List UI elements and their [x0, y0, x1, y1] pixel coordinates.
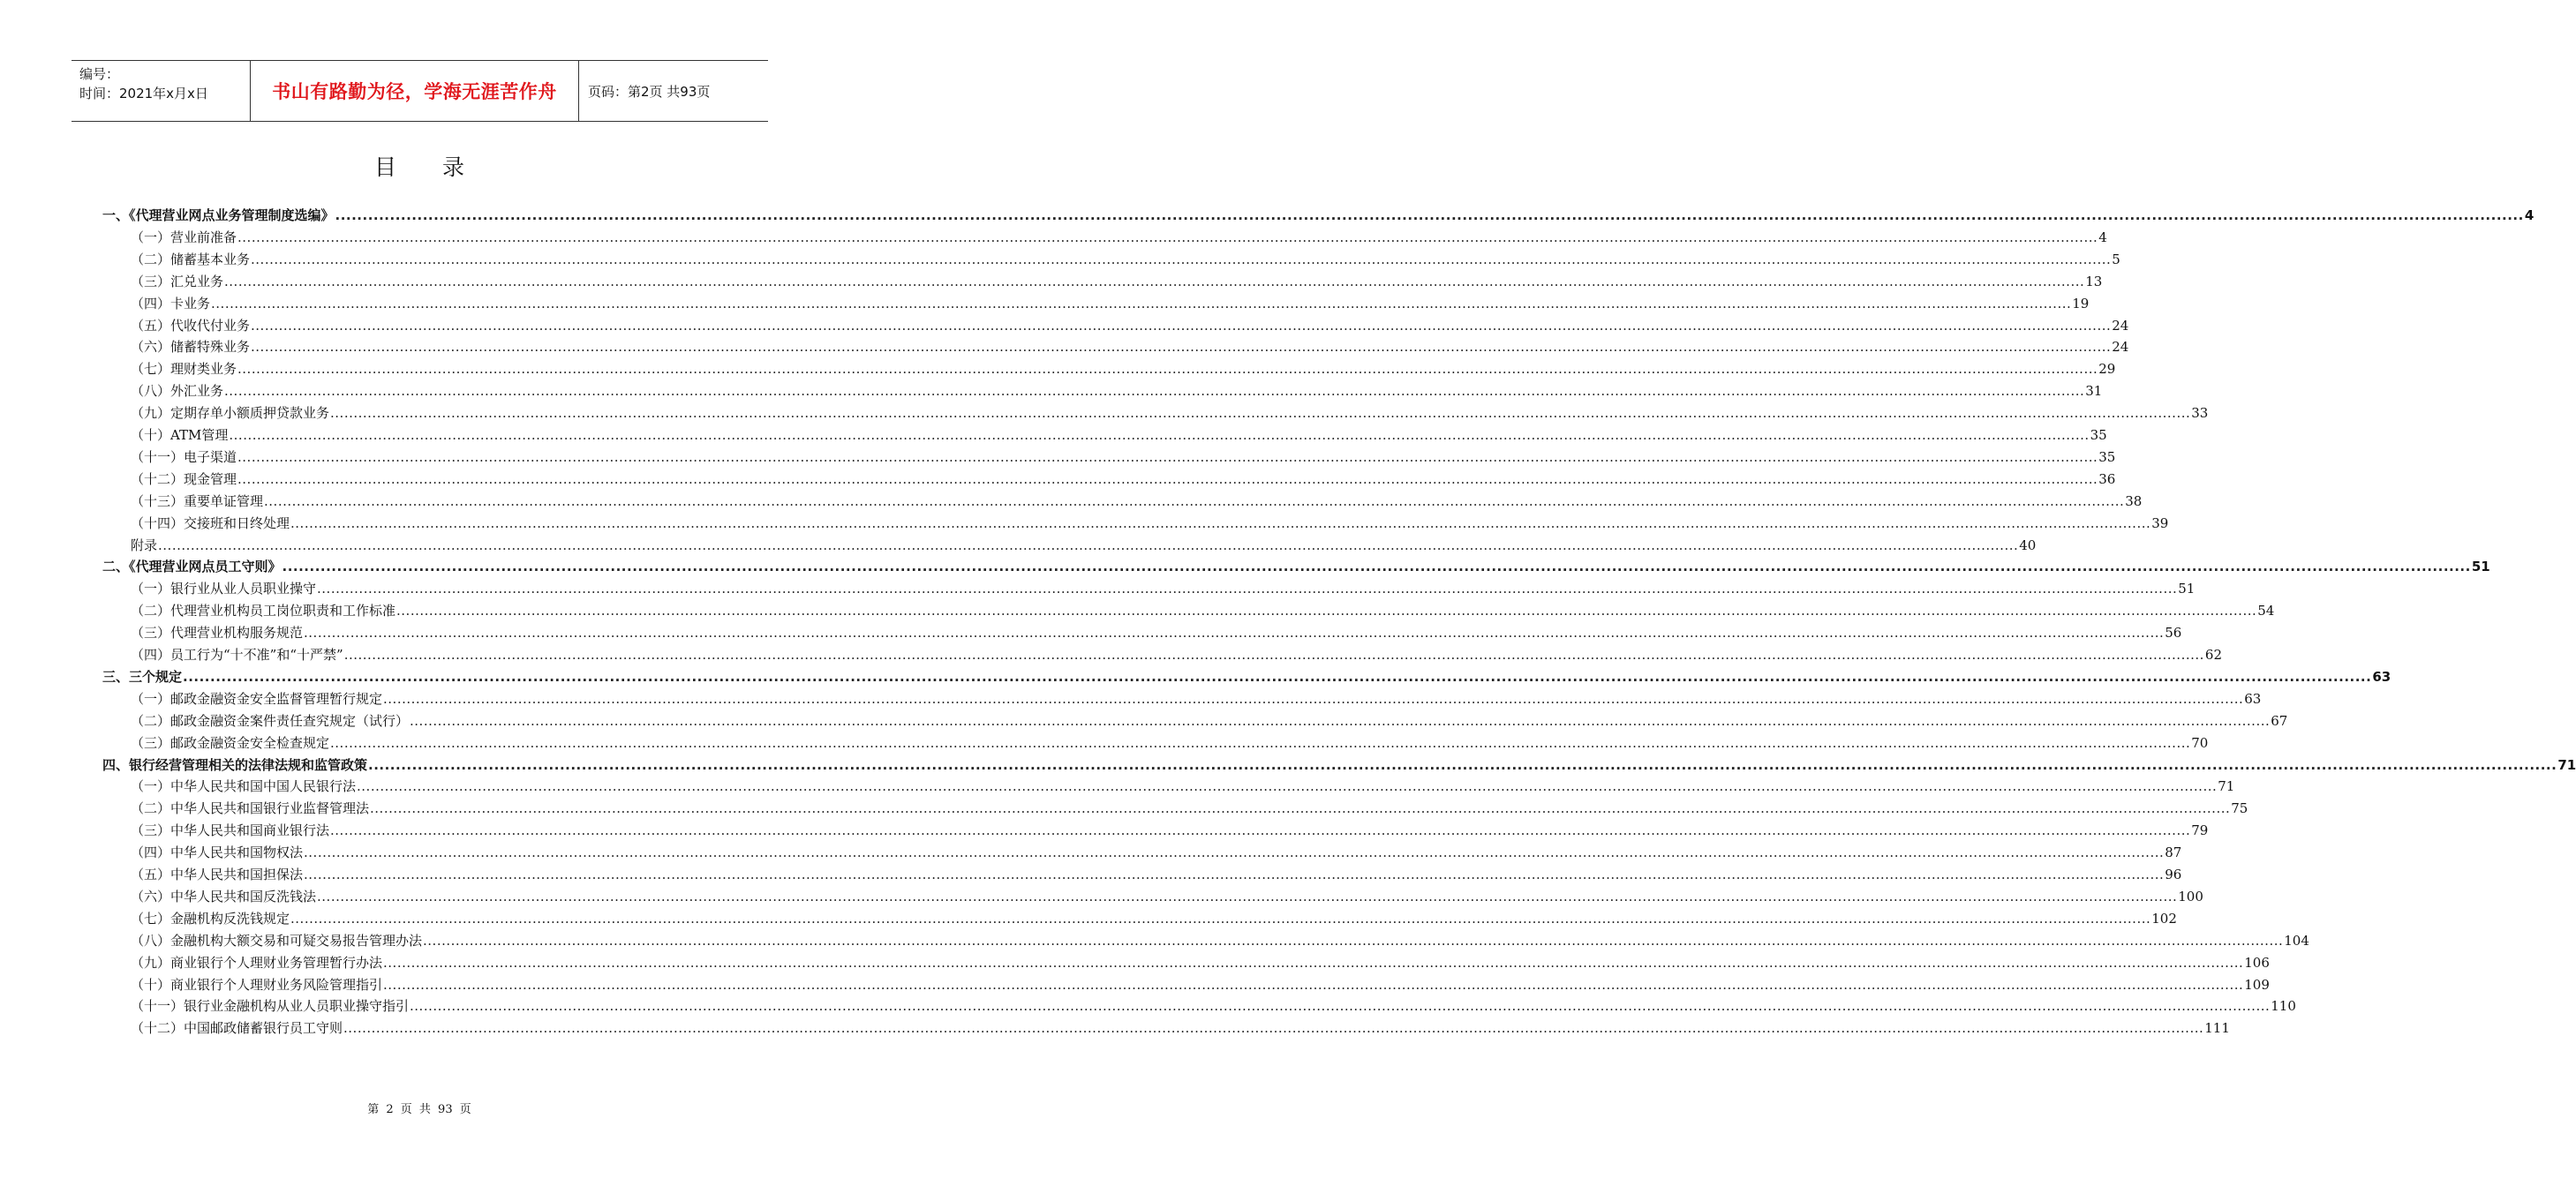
- toc-entry-label: （二）代理营业机构员工岗位职责和工作标准: [131, 603, 396, 619]
- toc-leader-dots: ................................................................................................................................................................................................................................................................................................................................................................................................................: [290, 514, 2151, 531]
- toc-entry-page: 24: [2112, 339, 2129, 356]
- toc-entry-page: 110: [2271, 998, 2296, 1015]
- toc-entry-page: 70: [2191, 734, 2209, 751]
- toc-entry-page: 4: [2098, 229, 2107, 245]
- toc-leader-dots: ................................................................................................................................................................................................................................................................................................................................................................................................................: [183, 668, 2372, 685]
- toc-entry-label: （十三）重要单证管理: [131, 492, 264, 509]
- toc-entry-label: （四）中华人民共和国物权法: [131, 844, 304, 861]
- toc-entry-page: 24: [2112, 317, 2129, 334]
- toc-entry-page: 79: [2191, 822, 2209, 839]
- toc-leader-dots: ................................................................................................................................................................................................................................................................................................................................................................................................................: [410, 998, 2271, 1015]
- toc-entry-page: 56: [2165, 625, 2182, 642]
- toc-entry-page: 71: [2557, 756, 2576, 773]
- toc-entry-label: 一、《代理营业网点业务管理制度选编》: [102, 207, 335, 223]
- toc-entry[interactable]: [131, 623, 2182, 642]
- toc-entry-label: （一）银行业从业人员职业操守: [131, 581, 317, 597]
- toc-entry-page: 33: [2191, 405, 2209, 422]
- toc-section-entry[interactable]: [102, 557, 2490, 576]
- toc-leader-dots: ................................................................................................................................................................................................................................................................................................................................................................................................................: [370, 800, 2231, 817]
- toc-leader-dots: ................................................................................................................................................................................................................................................................................................................................................................................................................: [251, 317, 2112, 334]
- toc-entry-label: 三、三个规定: [102, 668, 183, 685]
- toc-entry-label: （十一）电子渠道: [131, 448, 237, 465]
- toc-entry-page: 39: [2151, 514, 2169, 531]
- toc-entry-label: 二、《代理营业网点员工守则》: [102, 559, 282, 575]
- toc-entry-label: （七）理财类业务: [131, 361, 237, 378]
- toc-entry-label: （八）外汇业务: [131, 383, 224, 400]
- header-page-info: 页码：第2页 共93页: [588, 83, 711, 100]
- toc-entry-label: （八）金融机构大额交易和可疑交易报告管理办法: [131, 932, 423, 949]
- toc-entry[interactable]: [131, 733, 2209, 753]
- toc-entry-label: （六）中华人民共和国反洗钱法: [131, 888, 317, 905]
- toc-leader-dots: ................................................................................................................................................................................................................................................................................................................................................................................................................: [317, 888, 2178, 905]
- toc-entry-page: 54: [2257, 603, 2275, 619]
- toc-entry[interactable]: [131, 469, 2116, 489]
- toc-entry-page: 96: [2165, 867, 2182, 882]
- toc-entry-label: （三）中华人民共和国商业银行法: [131, 822, 330, 839]
- toc-leader-dots: ................................................................................................................................................................................................................................................................................................................................................................................................................: [383, 976, 2244, 993]
- toc-entry-label: （十）商业银行个人理财业务风险管理指引: [131, 976, 383, 993]
- header-motto: 书山有路勤为径，学海无涯苦作舟: [250, 61, 579, 121]
- toc-leader-dots: ................................................................................................................................................................................................................................................................................................................................................................................................................: [357, 778, 2218, 795]
- toc-leader-dots: ................................................................................................................................................................................................................................................................................................................................................................................................................: [410, 712, 2271, 729]
- header-meta: [72, 61, 250, 121]
- toc-entry[interactable]: [131, 865, 2182, 884]
- toc-entry-page: 109: [2244, 976, 2270, 993]
- toc-entry[interactable]: [131, 447, 2116, 467]
- toc-entry-page: 106: [2244, 954, 2270, 971]
- toc-entry-page: 31: [2085, 383, 2103, 400]
- toc-entry[interactable]: [131, 843, 2182, 862]
- toc-leader-dots: ................................................................................................................................................................................................................................................................................................................................................................................................................: [290, 910, 2151, 927]
- toc-leader-dots: ................................................................................................................................................................................................................................................................................................................................................................................................................: [423, 932, 2284, 949]
- toc-leader-dots: ................................................................................................................................................................................................................................................................................................................................................................................................................: [335, 207, 2524, 223]
- toc-leader-dots: ................................................................................................................................................................................................................................................................................................................................................................................................................: [304, 844, 2165, 861]
- toc-entry-page: 51: [2178, 581, 2196, 597]
- toc-entry-page: 13: [2085, 273, 2103, 289]
- toc-entry-label: （三）汇兑业务: [131, 273, 224, 289]
- toc-entry-page: 67: [2271, 712, 2288, 729]
- toc-entry-label: （四）员工行为“十不准”和“十严禁”: [131, 647, 343, 663]
- toc-section-entry[interactable]: [102, 667, 2391, 687]
- toc-entry-page: 35: [2098, 448, 2116, 465]
- toc-entry[interactable]: [131, 272, 2103, 291]
- toc-leader-dots: ................................................................................................................................................................................................................................................................................................................................................................................................................: [304, 867, 2165, 882]
- toc-entry[interactable]: [131, 250, 2120, 269]
- toc-entry-page: 111: [2204, 1020, 2230, 1037]
- toc-leader-dots: ................................................................................................................................................................................................................................................................................................................................................................................................................: [383, 690, 2244, 707]
- toc-leader-dots: ................................................................................................................................................................................................................................................................................................................................................................................................................: [211, 295, 2072, 312]
- toc-leader-dots: ................................................................................................................................................................................................................................................................................................................................................................................................................: [383, 954, 2244, 971]
- toc-entry-page: 62: [2204, 647, 2223, 663]
- toc-leader-dots: ................................................................................................................................................................................................................................................................................................................................................................................................................: [396, 603, 2257, 619]
- page-footer: 第 2 页 共 93 页: [367, 1103, 471, 1116]
- toc-title: 目 录: [374, 154, 484, 180]
- toc-leader-dots: ................................................................................................................................................................................................................................................................................................................................................................................................................: [224, 273, 2085, 289]
- toc-entry[interactable]: [131, 996, 2296, 1016]
- toc-entry-label: 四、银行经营管理相关的法律法规和监管政策: [102, 756, 368, 773]
- toc-entry[interactable]: [131, 821, 2209, 840]
- toc-entry[interactable]: [131, 711, 2288, 731]
- toc-entry[interactable]: [131, 579, 2196, 598]
- toc-entry[interactable]: [131, 536, 2037, 555]
- toc-entry[interactable]: [131, 887, 2203, 906]
- toc-entry-label: （十四）交接班和日终处理: [131, 514, 290, 531]
- toc-leader-dots: ................................................................................................................................................................................................................................................................................................................................................................................................................: [343, 647, 2204, 663]
- toc-entry[interactable]: [131, 689, 2262, 709]
- toc-leader-dots: ................................................................................................................................................................................................................................................................................................................................................................................................................: [237, 361, 2098, 378]
- toc-leader-dots: ................................................................................................................................................................................................................................................................................................................................................................................................................: [368, 756, 2557, 773]
- toc-entry[interactable]: [131, 337, 2129, 357]
- header-date: 时间：2021年x月x日: [79, 86, 208, 101]
- toc-entry-page: 63: [2244, 690, 2262, 707]
- toc-entry-label: （三）邮政金融资金安全检查规定: [131, 734, 330, 751]
- toc-leader-dots: ................................................................................................................................................................................................................................................................................................................................................................................................................: [330, 822, 2191, 839]
- toc-entry-label: （九）定期存单小额质押贷款业务: [131, 405, 330, 422]
- toc-leader-dots: ................................................................................................................................................................................................................................................................................................................................................................................................................: [237, 470, 2098, 487]
- toc-entry[interactable]: [131, 228, 2107, 247]
- toc-entry-page: 71: [2218, 778, 2235, 795]
- toc-entry-label: （九）商业银行个人理财业务管理暂行办法: [131, 954, 383, 971]
- toc-leader-dots: ................................................................................................................................................................................................................................................................................................................................................................................................................: [264, 492, 2125, 509]
- toc-leader-dots: ................................................................................................................................................................................................................................................................................................................................................................................................................: [237, 229, 2098, 245]
- toc-entry-label: （二）储蓄基本业务: [131, 251, 251, 267]
- toc-entry-label: （十二）现金管理: [131, 470, 237, 487]
- toc-entry-label: （一）邮政金融资金安全监督管理暂行规定: [131, 690, 383, 707]
- toc-entry-label: （十一）银行业金融机构从业人员职业操守指引: [131, 998, 410, 1015]
- toc-section-entry[interactable]: [102, 755, 2576, 775]
- toc-leader-dots: ................................................................................................................................................................................................................................................................................................................................................................................................................: [330, 734, 2191, 751]
- toc-entry-page: 104: [2284, 932, 2309, 949]
- toc-entry-page: 63: [2372, 668, 2391, 685]
- toc-entry-page: 75: [2231, 800, 2248, 817]
- toc-entry-label: （三）代理营业机构服务规范: [131, 625, 304, 642]
- toc-entry[interactable]: [131, 316, 2129, 335]
- toc-leader-dots: ................................................................................................................................................................................................................................................................................................................................................................................................................: [282, 559, 2471, 575]
- toc-leader-dots: ................................................................................................................................................................................................................................................................................................................................................................................................................: [224, 383, 2085, 400]
- toc-leader-dots: ................................................................................................................................................................................................................................................................................................................................................................................................................: [304, 625, 2165, 642]
- toc-entry-label: （五）代收代付业务: [131, 317, 251, 334]
- toc-entry-page: 38: [2125, 492, 2143, 509]
- toc-entry[interactable]: [131, 931, 2309, 950]
- toc-entry[interactable]: [131, 799, 2248, 818]
- toc-leader-dots: ................................................................................................................................................................................................................................................................................................................................................................................................................: [158, 537, 2019, 553]
- toc-entry-page: 29: [2098, 361, 2116, 378]
- toc-entry[interactable]: [131, 1018, 2230, 1038]
- toc-leader-dots: ................................................................................................................................................................................................................................................................................................................................................................................................................: [343, 1020, 2204, 1037]
- toc-entry-label: （一）营业前准备: [131, 229, 237, 245]
- toc-entry[interactable]: [131, 381, 2103, 401]
- toc-entry-label: （六）储蓄特殊业务: [131, 339, 251, 356]
- page-header: [72, 60, 768, 122]
- toc-entry[interactable]: [131, 601, 2275, 620]
- toc-entry[interactable]: [131, 492, 2143, 511]
- toc-leader-dots: ................................................................................................................................................................................................................................................................................................................................................................................................................: [229, 427, 2090, 443]
- toc-entry-page: 19: [2072, 295, 2090, 312]
- toc-entry-label: 附录: [131, 537, 158, 553]
- toc-entry-label: （十二）中国邮政储蓄银行员工守则: [131, 1020, 343, 1037]
- toc-entry-page: 35: [2090, 427, 2107, 443]
- toc-entry-label: （二）中华人民共和国银行业监督管理法: [131, 800, 370, 817]
- toc-entry-label: （二）邮政金融资金案件责任查究规定（试行）: [131, 712, 410, 729]
- toc-section-entry[interactable]: [102, 206, 2535, 225]
- toc-leader-dots: ................................................................................................................................................................................................................................................................................................................................................................................................................: [251, 251, 2112, 267]
- toc-entry[interactable]: [131, 403, 2209, 423]
- toc-entry[interactable]: [131, 909, 2177, 928]
- toc-leader-dots: ................................................................................................................................................................................................................................................................................................................................................................................................................: [251, 339, 2112, 356]
- toc-entry-page: 87: [2165, 844, 2182, 861]
- toc-entry-page: 5: [2112, 251, 2120, 267]
- toc-entry-label: （十）ATM管理: [131, 427, 229, 443]
- toc-entry[interactable]: [131, 425, 2107, 445]
- toc-entry-label: （五）中华人民共和国担保法: [131, 867, 304, 882]
- header-number-label: 编号：: [79, 66, 120, 82]
- toc-entry-page: 51: [2471, 559, 2490, 575]
- toc-entry-page: 36: [2098, 470, 2116, 487]
- toc-entry-page: 4: [2524, 207, 2535, 223]
- toc-entry-label: （七）金融机构反洗钱规定: [131, 910, 290, 927]
- toc-entry[interactable]: [131, 953, 2270, 972]
- toc-entry[interactable]: [131, 294, 2090, 313]
- toc-entry[interactable]: [131, 975, 2270, 995]
- toc-entry[interactable]: [131, 359, 2116, 379]
- toc-entry-page: 40: [2019, 537, 2037, 553]
- toc-entry-page: 102: [2151, 910, 2177, 927]
- toc-entry[interactable]: [131, 645, 2223, 664]
- toc-leader-dots: ................................................................................................................................................................................................................................................................................................................................................................................................................: [237, 448, 2098, 465]
- toc-entry-label: （四）卡业务: [131, 295, 211, 312]
- toc-entry-label: （一）中华人民共和国中国人民银行法: [131, 778, 357, 795]
- toc-leader-dots: ................................................................................................................................................................................................................................................................................................................................................................................................................: [317, 581, 2178, 597]
- toc-entry-page: 100: [2178, 888, 2203, 905]
- toc-leader-dots: ................................................................................................................................................................................................................................................................................................................................................................................................................: [330, 405, 2191, 422]
- toc-entry[interactable]: [131, 777, 2235, 796]
- toc-entry[interactable]: [131, 514, 2169, 533]
